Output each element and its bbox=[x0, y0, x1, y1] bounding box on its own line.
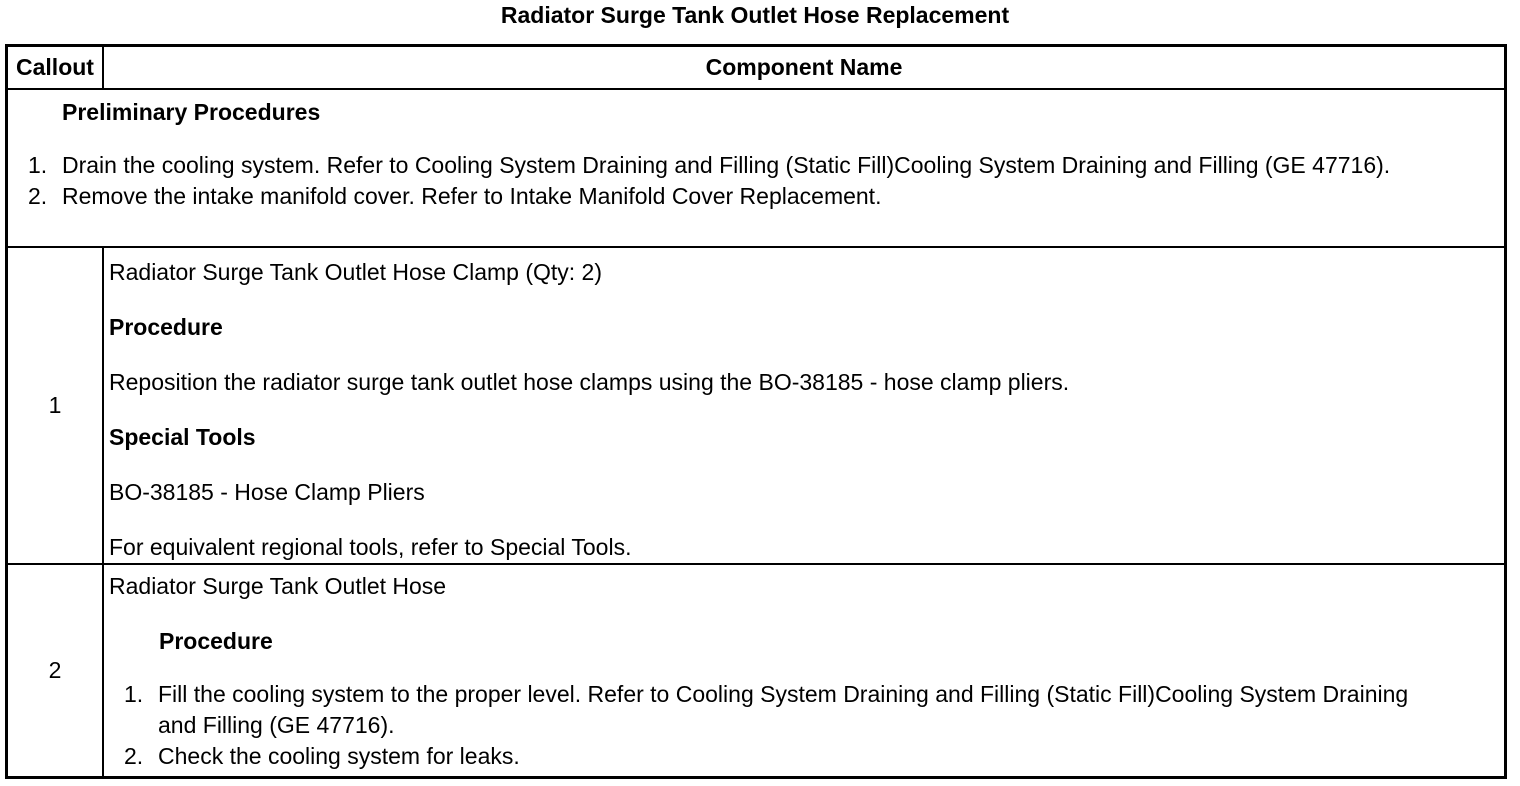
procedure-text: Reposition the radiator surge tank outlet hose clamps using the BO-38185 - hose clamp pliers. bbox=[109, 369, 1070, 395]
callout-cell bbox=[8, 565, 104, 776]
step-text: Remove the intake manifold cover. Refer to Intake Manifold Cover Replacement. bbox=[62, 183, 882, 209]
table-header-row bbox=[8, 47, 1504, 90]
callout-number: 1 bbox=[48, 392, 62, 418]
header-component-name: Component Name bbox=[705, 54, 903, 80]
preliminary-steps-list bbox=[28, 150, 1428, 212]
list-item bbox=[28, 150, 1428, 181]
component-table bbox=[5, 44, 1507, 779]
step-number: 2. bbox=[28, 183, 48, 209]
special-tools-note: For equivalent regional tools, refer to Special Tools. bbox=[109, 534, 632, 560]
preliminary-heading: Preliminary Procedures bbox=[62, 99, 321, 125]
step-text: Fill the cooling system to the proper level. Refer to Cooling System Draining and Filling (Static Fill)Cooling System Draining and Filling (GE 47716). bbox=[158, 681, 1409, 738]
procedure-heading: Procedure bbox=[159, 628, 273, 654]
procedure-heading: Procedure bbox=[109, 314, 223, 340]
list-item bbox=[28, 181, 1428, 212]
procedure-steps-list bbox=[124, 679, 1444, 772]
special-tool-item: BO-38185 - Hose Clamp Pliers bbox=[109, 479, 425, 505]
table-row bbox=[8, 248, 1504, 565]
component-name: Radiator Surge Tank Outlet Hose Clamp (Qty: 2) bbox=[109, 259, 603, 285]
component-name: Radiator Surge Tank Outlet Hose bbox=[109, 573, 447, 599]
step-text: Check the cooling system for leaks. bbox=[158, 743, 520, 769]
special-tools-heading: Special Tools bbox=[109, 424, 256, 450]
callout-number: 2 bbox=[48, 657, 62, 683]
page-title: Radiator Surge Tank Outlet Hose Replacement bbox=[500, 2, 1010, 28]
header-callout: Callout bbox=[8, 47, 104, 88]
step-number: 1. bbox=[124, 681, 144, 707]
step-number: 1. bbox=[28, 152, 48, 178]
step-text: Drain the cooling system. Refer to Cooling System Draining and Filling (Static Fill)Cooling System Draining and Filling (GE 47716). bbox=[62, 152, 1391, 178]
preliminary-procedures-row bbox=[8, 90, 1504, 248]
step-number: 2. bbox=[124, 743, 144, 769]
callout-cell bbox=[8, 248, 104, 563]
table-row bbox=[8, 565, 1504, 776]
list-item bbox=[124, 741, 1444, 772]
list-item bbox=[124, 679, 1444, 741]
